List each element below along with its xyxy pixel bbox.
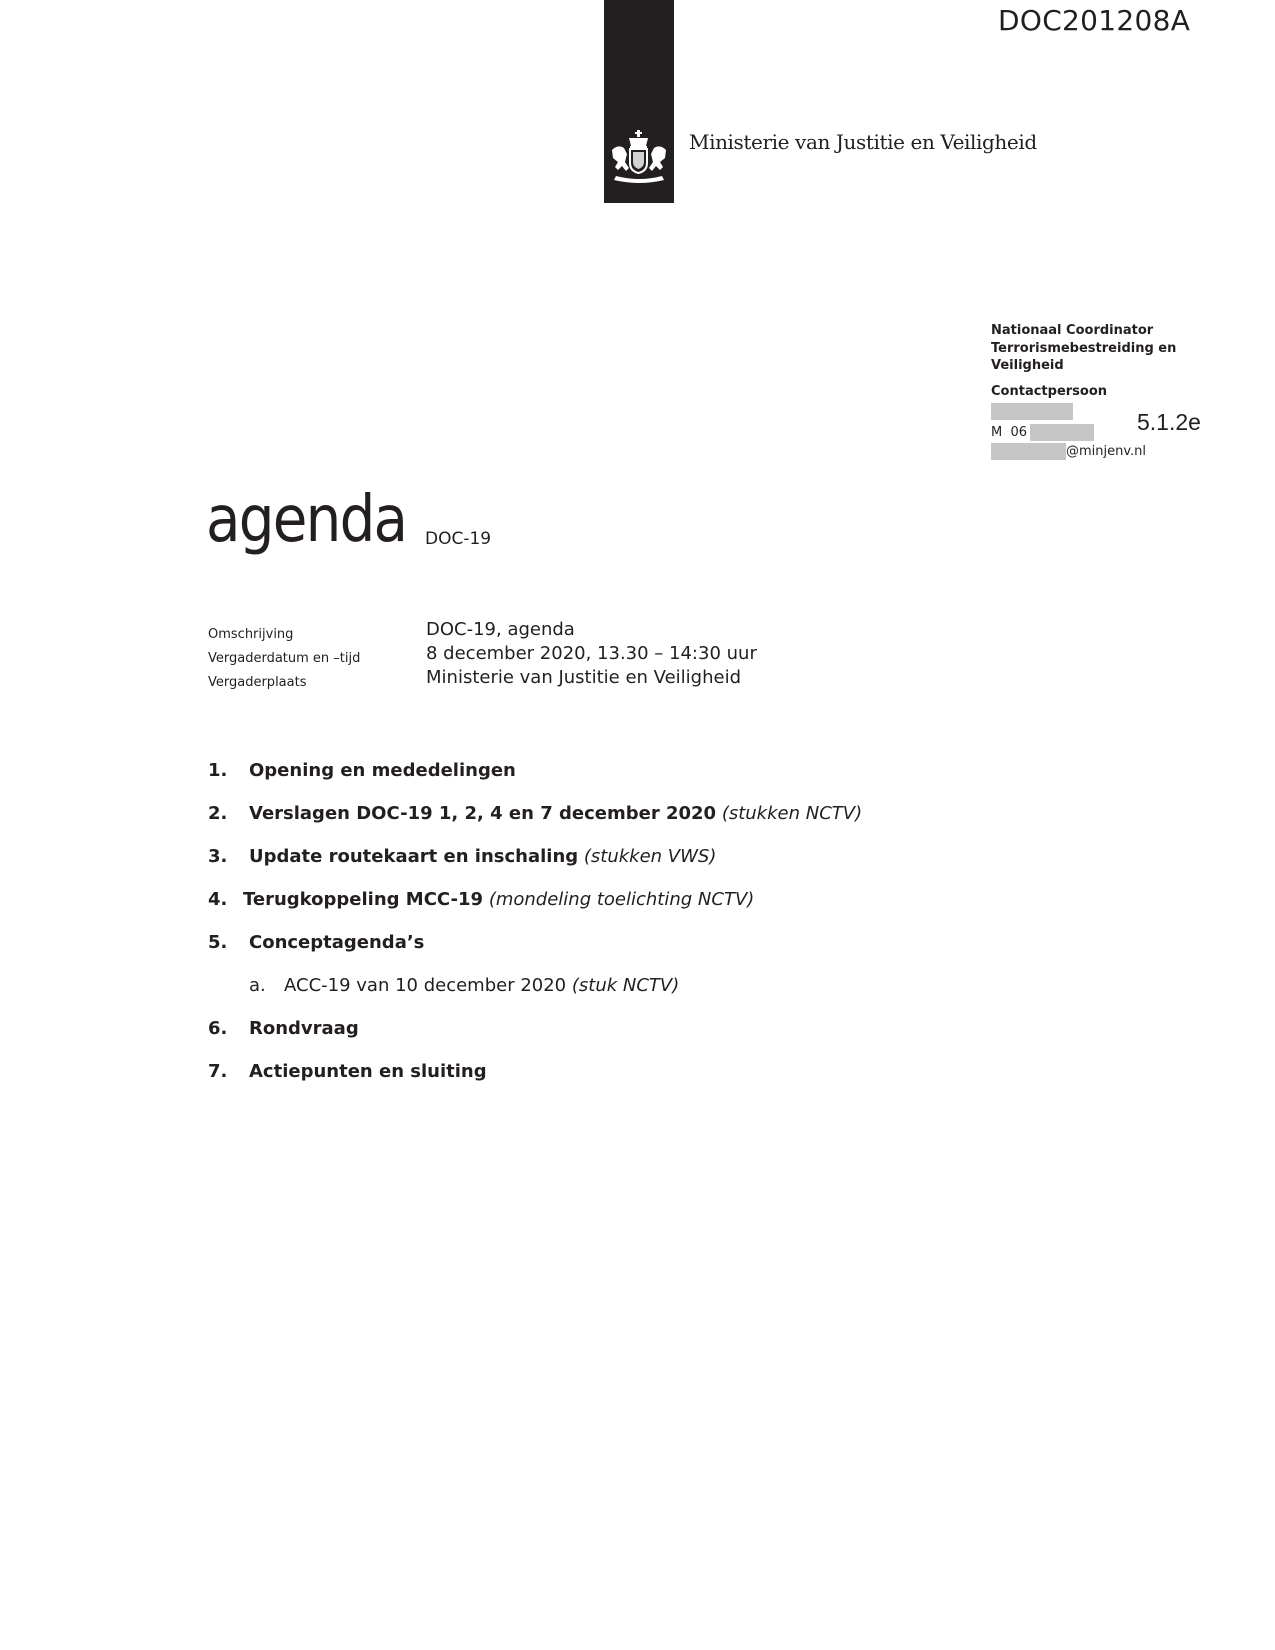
item-number: 7. [208,1061,228,1082]
redaction-code: 5.1.2e [1137,409,1201,435]
document-code: DOC201208A [998,4,1191,37]
meta-value: Ministerie van Justitie en Veiligheid [426,667,741,688]
item-title: Actiepunten en sluiting [249,1061,487,1082]
ministry-name: Ministerie van Justitie en Veiligheid [689,130,1037,154]
item-text [249,1018,359,1039]
item-title: ACC-19 van 10 december 2020 [284,975,567,996]
meta-label: Vergaderplaats [208,675,307,690]
logo-bar [604,0,674,203]
meta-value: DOC-19, agenda [426,619,575,640]
item-title: Terugkoppeling MCC-19 [243,889,484,910]
item-title: Verslagen DOC-19 1, 2, 4 en 7 december 2020 [249,803,717,824]
organisation-name [991,322,1231,375]
contact-label: Contactpersoon [991,383,1108,399]
item-number: 6. [208,1018,228,1039]
organisation-line: Nationaal Coordinator [991,323,1154,338]
redacted-phone [1030,424,1094,441]
item-letter: a. [249,975,266,996]
item-text [249,1061,487,1082]
page-subtitle: DOC-19 [425,529,492,549]
item-number: 2. [208,803,228,824]
phone-prefix: M 06 [991,424,1028,440]
item-note: (stukken NCTV) [721,803,863,824]
sender-block [991,322,1231,462]
item-number: 4. [208,889,228,910]
item-title: Opening en mededelingen [249,760,516,781]
dutch-royal-crest-icon [608,128,670,190]
redacted-email-user [991,443,1066,460]
item-title: Rondvraag [249,1018,359,1039]
item-text [249,932,424,953]
item-note: (mondeling toelichting NCTV) [488,889,755,910]
meta-value: 8 december 2020, 13.30 – 14:30 uur [426,643,757,664]
meta-label: Vergaderdatum en –tijd [208,651,361,666]
item-note: (stuk NCTV) [571,975,680,996]
item-text [243,889,754,910]
item-text [284,975,679,996]
item-number: 3. [208,846,228,867]
item-number: 5. [208,932,228,953]
item-number: 1. [208,760,228,781]
organisation-line: Veiligheid [991,358,1064,373]
item-text [249,760,516,781]
item-text [249,846,716,867]
item-note: (stukken VWS) [583,846,717,867]
meta-label: Omschrijving [208,627,294,642]
email-row [991,443,1231,462]
email-domain: @minjenv.nl [1066,443,1147,459]
item-text [249,803,862,824]
redacted-name [991,403,1073,420]
page-title: agenda [206,483,407,557]
item-title: Conceptagenda’s [249,932,425,953]
organisation-line: Terrorismebestreiding en [991,340,1177,356]
item-title: Update routekaart en inschaling [249,846,579,867]
